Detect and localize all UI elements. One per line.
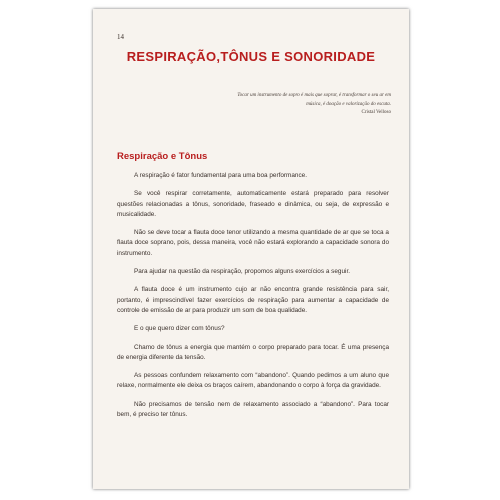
paragraph: Chamo de tônus a energia que mantém o corpo preparado para tocar. É uma presença de energia diferente da tensão. [117, 343, 389, 361]
paragraph: Não precisamos de tensão nem de relaxamento associado a “abandono”. Para tocar bem, é preciso ter tônus. [117, 400, 389, 419]
paragraph: E o que quero dizer com tônus? [134, 325, 225, 333]
paragraph: As pessoas confundem relaxamento com “abandono”. Quando pedimos a um aluno que relaxe, normalmente ele deixa os braços caírem, abandonando o corpo à força da gravidade. [117, 372, 389, 390]
page-number: 14 [117, 33, 124, 41]
epigraph-line-1: Tocar um instrumento de sopro é mais que soprar, é transformar o seu ar em [237, 93, 391, 98]
epigraph [181, 92, 391, 118]
paragraph: Para ajudar na questão da respiração, propomos alguns exercícios a seguir. [134, 268, 350, 276]
paragraph: A respiração é fator fundamental para uma boa performance. [134, 172, 308, 179]
paragraph: Não se deve tocar a flauta doce tenor utilizando a mesma quantidade de ar que se toca a flauta doce soprano, pois, dessa maneira, você não estará explorando a capacidade sonora do instrumento. [117, 229, 389, 257]
epigraph-author: Cristal Velloso [361, 110, 391, 115]
body-text [117, 171, 389, 428]
section-title: Respiração e Tônus [117, 151, 208, 162]
book-page [93, 9, 409, 489]
epigraph-line-2: música, é doação e valorização do escuta. [306, 101, 391, 107]
paragraph: Se você respirar corretamente, automaticamente estará preparado para resolver questões relacionadas a tônus, sonoridade, fraseado e dinâmica, ou seja, de expressão e musicalidade. [117, 190, 389, 218]
chapter-title: RESPIRAÇÃO,TÔNUS E SONORIDADE [126, 49, 376, 64]
paragraph: A flauta doce é um instrumento cujo ar não encontra grande resistência para sair, portanto, é imprescindível fazer exercícios de respiração para aumentar a capacidade de controle de emissão de ar para produzir um som de boa qualidade. [117, 286, 389, 314]
